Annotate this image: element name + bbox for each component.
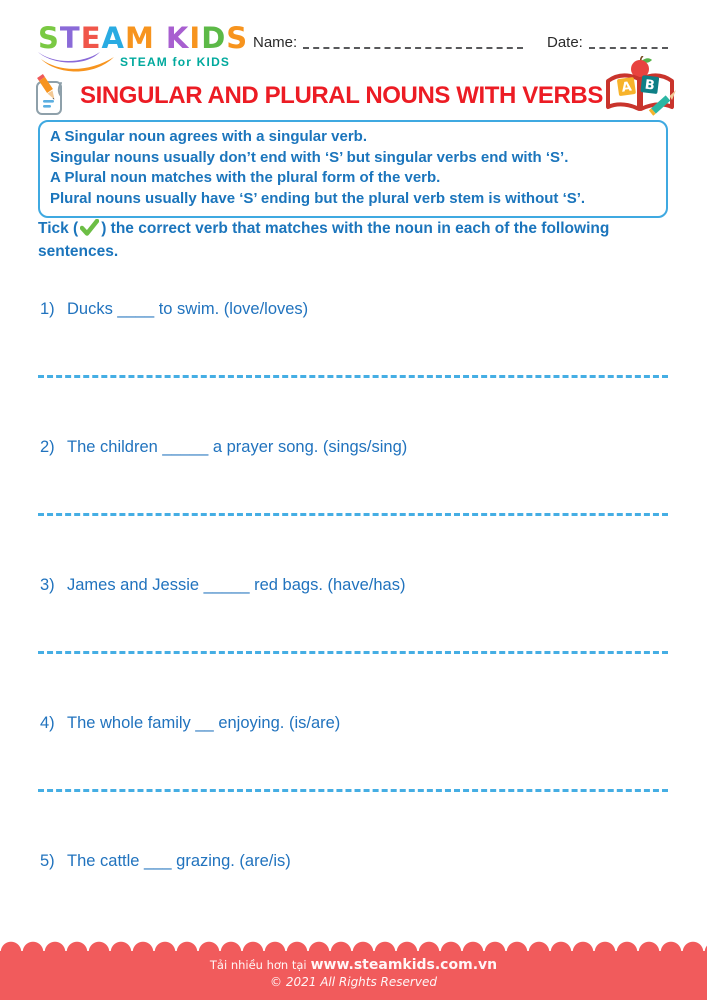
info-line: A Plural noun matches with the plural form of the verb. xyxy=(50,169,441,186)
logo-letter: M xyxy=(124,21,155,55)
logo-letter: I xyxy=(189,21,202,55)
question-number: 5) xyxy=(40,852,55,870)
question-text: The whole family __ enjoying. (is/are) xyxy=(67,714,341,732)
footer-site-url: www.steamkids.com.vn xyxy=(310,957,498,973)
logo-letter xyxy=(155,21,166,55)
logo-wordmark xyxy=(38,21,249,55)
logo-letter: D xyxy=(201,21,227,55)
question-text: The children _____ a prayer song. (sings/sing) xyxy=(67,438,408,456)
answer-separator xyxy=(38,513,668,516)
answer-separator xyxy=(38,651,668,654)
question-number: 3) xyxy=(40,576,55,594)
info-box xyxy=(38,120,668,218)
footer-band xyxy=(0,951,707,1000)
answer-separator xyxy=(38,375,668,378)
info-line: Singular nouns usually don’t end with ‘S’ but singular verbs end with ‘S’. xyxy=(50,148,569,166)
footer-download-line xyxy=(0,951,707,973)
svg-text:B: B xyxy=(643,77,656,94)
footer xyxy=(0,940,707,1000)
ab-book-icon xyxy=(601,56,679,122)
footer-more-text: Tải nhiều hơn tại xyxy=(209,958,307,972)
question-row-2 xyxy=(40,438,407,457)
name-line[interactable] xyxy=(303,37,523,49)
question-text: The cattle ___ grazing. (are/is) xyxy=(67,852,291,870)
logo-letter: A xyxy=(101,21,125,55)
question-number: 1) xyxy=(40,300,55,318)
logo-letter: K xyxy=(165,21,190,55)
logo-letter: S xyxy=(226,21,249,55)
answer-separator xyxy=(38,789,668,792)
instruction-text xyxy=(38,217,683,263)
date-field xyxy=(547,34,668,51)
notepad-pencil-icon xyxy=(29,74,73,120)
logo-letter: T xyxy=(59,21,81,55)
logo-tagline: STEAM for KIDS xyxy=(120,55,231,69)
instruction-prefix: Tick ( xyxy=(38,220,79,237)
footer-scallop-border xyxy=(0,940,707,951)
name-label: Name: xyxy=(253,34,298,51)
question-row-5 xyxy=(40,852,291,871)
svg-text:A: A xyxy=(620,79,633,96)
question-text: James and Jessie _____ red bags. (have/has) xyxy=(67,576,406,594)
question-row-3 xyxy=(40,576,405,595)
info-line: Plural nouns usually have ‘S’ ending but the plural verb stem is without ‘S’. xyxy=(50,189,586,207)
logo-letter: E xyxy=(80,21,102,55)
check-icon xyxy=(80,219,99,236)
info-line: A Singular noun agrees with a singular verb. xyxy=(50,128,368,145)
logo-letter: S xyxy=(38,21,60,55)
question-number: 2) xyxy=(40,438,55,456)
question-number: 4) xyxy=(40,714,55,732)
date-line[interactable] xyxy=(589,37,668,49)
footer-copyright: © 2021 All Rights Reserved xyxy=(270,975,437,989)
question-row-1 xyxy=(40,300,308,319)
name-field xyxy=(253,34,523,51)
steamkids-logo xyxy=(38,21,249,76)
question-text: Ducks ____ to swim. (love/loves) xyxy=(67,300,309,318)
instruction-suffix: ) the correct verb that matches with the noun in each of the following sentences. xyxy=(38,220,610,260)
question-row-4 xyxy=(40,714,340,733)
logo-swoosh-icon xyxy=(36,50,118,74)
page-title: SINGULAR AND PLURAL NOUNS WITH VERBS xyxy=(80,82,603,109)
date-label: Date: xyxy=(547,34,583,51)
